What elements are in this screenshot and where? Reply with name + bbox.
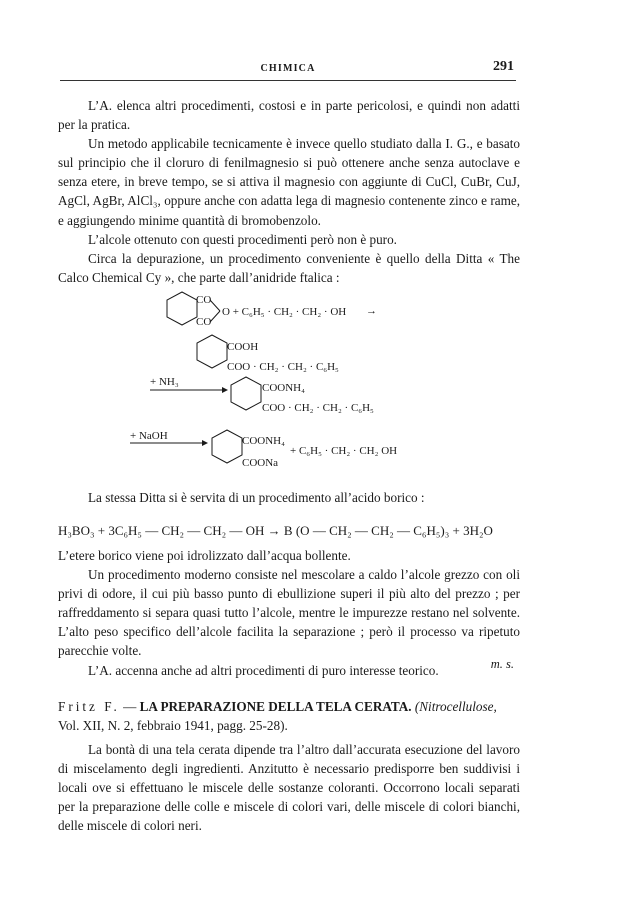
paragraph: La stessa Ditta si è servita di un procedimento all’acido borico : bbox=[88, 490, 425, 505]
reference-journal: (Nitrocellulose, bbox=[414, 699, 497, 714]
reference-details: Vol. XII, N. 2, febbraio 1941, pagg. 25-28). bbox=[58, 718, 288, 733]
scheme-product: + C₆H₅ · CH₂ · CH₂ OH bbox=[290, 445, 398, 457]
body-text-last bbox=[58, 740, 520, 835]
scheme-coo-ester: COO · CH₂ · CH₂ · C₆H₅ bbox=[262, 402, 374, 414]
arrow-head bbox=[222, 387, 228, 393]
reference-author: Fritz F. bbox=[58, 699, 120, 714]
paragraph: Un procedimento moderno consiste nel mescolare a caldo l’alcole grezzo con oli privi di odore, il cui più basso punto di ebullizione superi il più alto del prezzo ; per raffreddamento si separa quasi tutto l’alcole, mentre le impurezze restano nel solvente. L’alto peso specifico dell’alcole facilita la separazione ; però il processo va ripetuto parecchie volte. bbox=[58, 567, 520, 659]
reference-separator: — bbox=[119, 699, 140, 714]
scheme-arrow: → bbox=[366, 305, 377, 317]
benzene-ring bbox=[167, 292, 197, 325]
body-text-mid bbox=[58, 488, 520, 507]
bond-line bbox=[210, 300, 220, 311]
body-text-top bbox=[58, 96, 520, 287]
reference-title: LA PREPARAZIONE DELLA TELA CERATA. bbox=[139, 699, 412, 714]
paragraph: Un metodo applicabile tecnicamente è invece quello studiato dalla I. G., e basato sul principio che il cloruro di fenilmagnesio si può ottenere anche senza autoclave e senza etere, in breve tempo, se si attiva il magnesio con aggiunte di CuCl, CuBr, CuJ, AgCl, AgBr, AlCl₃, oppure anche con adatta lega di magnesio contenente zinco e rame, e aggiungendo minime quantità di bromobenzolo. bbox=[58, 136, 520, 228]
arrow-head bbox=[202, 440, 208, 446]
running-title: CHIMICA bbox=[260, 63, 316, 74]
scheme-coona: COONa bbox=[242, 457, 279, 469]
page-number: 291 bbox=[493, 59, 514, 74]
scheme-reagent-nh3: + NH₃ bbox=[150, 376, 179, 388]
paragraph: L’alcole ottenuto con questi procedimenti però non è puro. bbox=[88, 231, 397, 247]
paragraph: L’etere borico viene poi idrolizzato dall’acqua bollente. bbox=[58, 548, 351, 563]
benzene-ring bbox=[197, 335, 227, 368]
paragraph: L’A. elenca altri procedimenti, costosi e in parte pericolosi, e quindi non adatti per la pratica. bbox=[58, 98, 520, 133]
body-text-bottom bbox=[58, 546, 520, 680]
bond-line bbox=[210, 311, 220, 322]
scheme-reactant: O + C₆H₅ · CH₂ · CH₂ · OH bbox=[222, 306, 347, 318]
scheme-cooh: COOH bbox=[227, 341, 259, 353]
scheme-coonh4-final: COONH₄ bbox=[242, 435, 285, 447]
scheme-coo: COO · CH₂ · CH₂ · C₆H₅ bbox=[227, 361, 339, 373]
paragraph: La bontà di una tela cerata dipende tra l’altro dall’accurata esecuzione del lavoro di miscelamento degli ingredienti. Anzitutto è necessario predisporre ben suddivisi i locali ove si effettuano le miscele delle sostanze coloranti. Occorrono locali separati per la preparazione delle colle e miscele di colori vari, delle miscele di colori bianchi, delle miscele di colori neri. bbox=[58, 742, 520, 834]
scheme-reagent-naoh: + NaOH bbox=[130, 430, 168, 442]
scheme-co-top: CO bbox=[196, 294, 212, 306]
benzene-ring bbox=[231, 377, 261, 410]
paragraph: Circa la depurazione, un procedimento conveniente è quello della Ditta « The Calco Chemical Cy », che parte dall’anidride ftalica : bbox=[58, 250, 520, 285]
benzene-ring bbox=[212, 430, 242, 463]
bibliographic-reference bbox=[58, 697, 520, 735]
reaction-scheme bbox=[130, 280, 430, 480]
paragraph: L’A. accenna anche ad altri procedimenti di puro interesse teorico. bbox=[88, 662, 439, 678]
signature-initials: m. s. bbox=[490, 657, 514, 671]
boric-equation: H₃BO₃ + 3C₆H₅ — CH₂ — CH₂ — OH → B (O — CH₂ — CH₂ — C₆H₅)₃ + 3H₂O bbox=[58, 523, 493, 538]
scheme-coonh4: COONH₄ bbox=[262, 382, 305, 394]
running-header bbox=[60, 60, 516, 81]
scheme-co-bottom: CO bbox=[196, 316, 212, 328]
